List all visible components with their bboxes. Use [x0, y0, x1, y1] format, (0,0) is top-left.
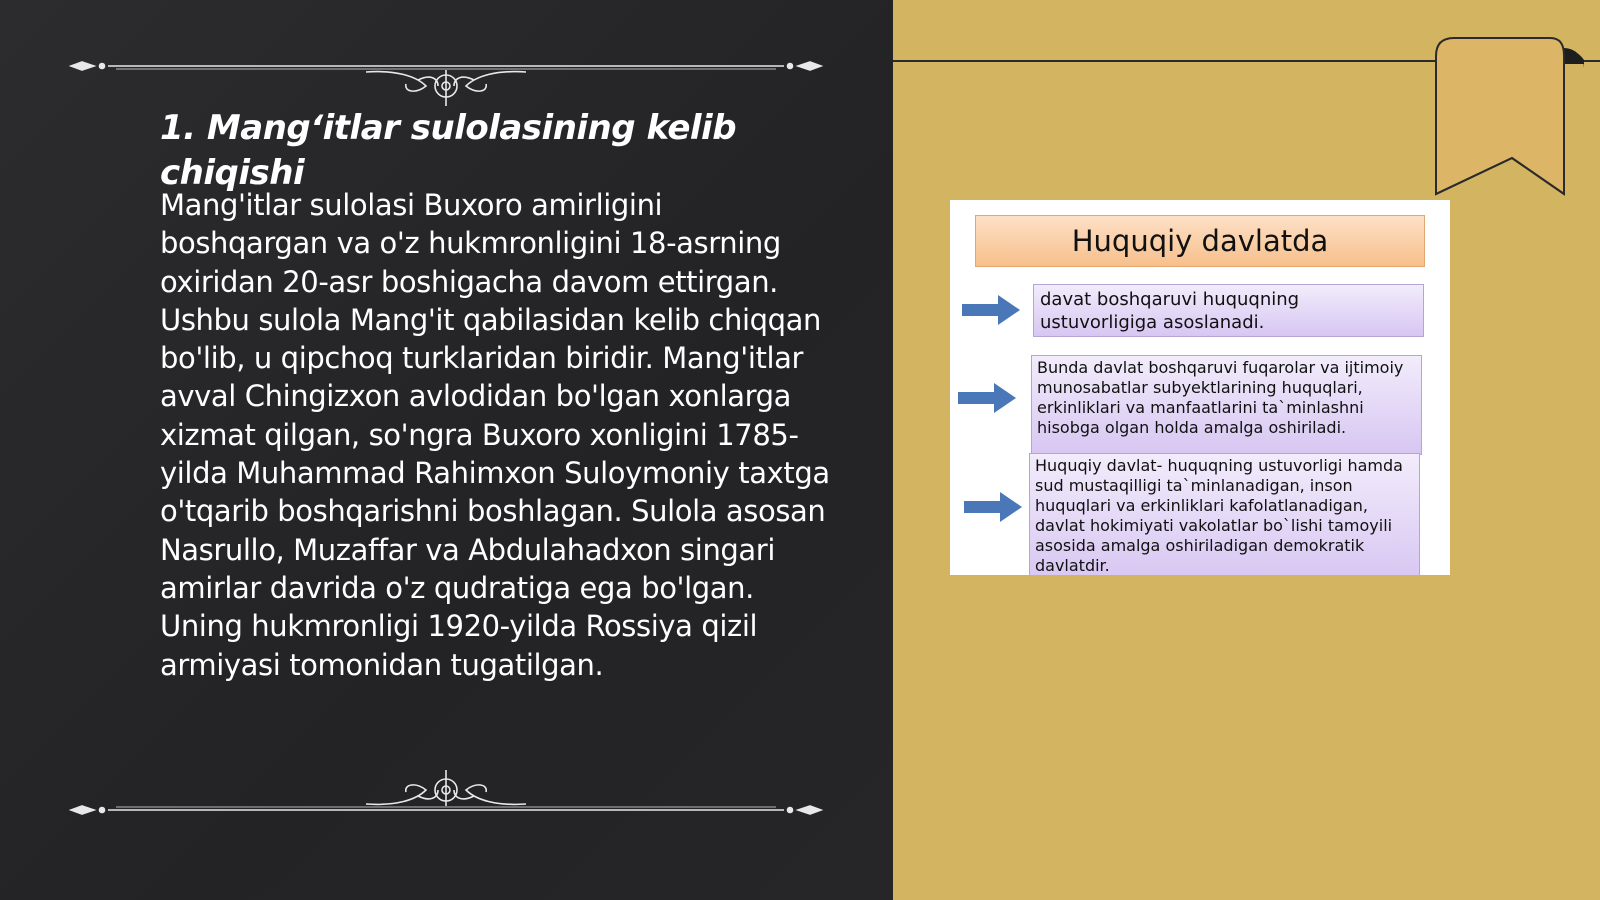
card-header: Huquqiy davlatda — [975, 215, 1425, 267]
right-arrow-icon — [962, 295, 1022, 325]
right-arrow-icon — [958, 383, 1018, 413]
ornamental-divider-bottom-icon — [66, 770, 826, 830]
right-arrow-icon — [964, 492, 1024, 522]
image-card — [950, 200, 1450, 575]
bullet-box-3: Huquqiy davlat- huquqning ustuvorligi hamda sud mustaqilligi ta`minlanadigan, inson huquqlari va erkinliklari kafolatlanadigan, davlat hokimiyati vakolatlar bo`lishi tamoyili asosida amalga oshiriladigan demokratik davlatdir. — [1029, 453, 1420, 575]
bookmark-ribbon-icon — [1434, 34, 1584, 204]
bullet-box-2: Bunda davlat boshqaruvi fuqarolar va ijtimoiy munosabatlar subyektlarining huquqlari, erkinliklari va manfaatlarini ta`minlashni hisobga olgan holda amalga oshiriladi. — [1031, 355, 1422, 455]
slide-body-text: Mang'itlar sulolasi Buxoro amirligini boshqargan va o'z hukmronligini 18-asrning oxiridan 20-asr boshigacha davom ettirgan. Ushbu sulola Mang'it qabilasidan kelib chiqqan bo'lib, u qipchoq turklaridan biridir. Mang'itlar avval Chingizxon avlodidan bo'lgan xonlarga xizmat qilgan, so'ngra Buxoro xonligini 1785-yilda Muhammad Rahimxon Suloymoniy taxtga o'tqarib boshqarishni boshlagan. Sulola asosan Nasrullo, Muzaffar va Abdulahadxon singari amirlar davrida o'z qudratiga ega bo'lgan. Uning hukmronligi 1920-yilda Rossiya qizil armiyasi tomonidan tugatilgan. — [160, 188, 830, 682]
slide-title: 1. Mang‘itlar sulolasining kelib chiqishi — [160, 108, 737, 193]
bullet-box-1: davat boshqaruvi huquqning ustuvorligiga asoslanadi. — [1033, 284, 1424, 337]
ornamental-divider-top-icon — [66, 46, 826, 106]
